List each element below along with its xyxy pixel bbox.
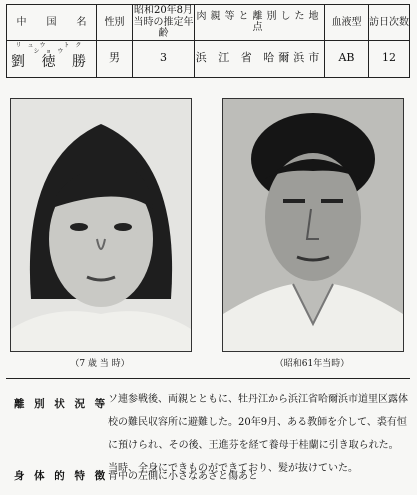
value-row bbox=[7, 40, 410, 77]
features-text: 背中の左側に小さなあざと傷あと bbox=[108, 471, 258, 482]
value-visits: 12 bbox=[369, 40, 410, 77]
child-portrait-image bbox=[11, 99, 191, 351]
header-row bbox=[7, 5, 410, 41]
section-divider bbox=[6, 378, 410, 379]
child-photo bbox=[10, 98, 192, 352]
header-blood: 血液型 bbox=[325, 5, 369, 41]
features-label: 身 体 的 特 徴 bbox=[14, 470, 109, 482]
header-name: 中 国 名 bbox=[7, 5, 97, 41]
header-sex: 性別 bbox=[97, 5, 133, 41]
value-sex: 男 bbox=[97, 40, 133, 77]
value-blood: AB bbox=[325, 40, 369, 77]
separation-label: 離 別 状 況 等 bbox=[14, 398, 109, 410]
separation-text: ソ連参戦後、両親とともに、牡丹江から浜江省哈爾浜市道里区露体校の難民収容所に避難した。20年9月、ある教師を介して、裘有恒に預けられ、その後、王進芬を経て養母于桂蘭に引き取られた。当時、全身にできものができており、髪が抜けていた。 bbox=[108, 394, 408, 474]
value-place: 浜 江 省 哈爾浜市 bbox=[195, 40, 325, 77]
info-table bbox=[6, 4, 410, 78]
name-ruby: リュウ トク ショウ bbox=[15, 41, 100, 56]
adult-portrait-image bbox=[223, 99, 403, 351]
header-visits: 訪日次数 bbox=[369, 5, 410, 41]
adult-photo bbox=[222, 98, 404, 352]
adult-photo-caption: （昭和61年当時） bbox=[274, 359, 350, 369]
name-value: 劉 徳 勝 bbox=[11, 54, 92, 71]
value-age: 3 bbox=[133, 40, 195, 77]
child-photo-caption: （7 歳 当 時） bbox=[70, 359, 130, 369]
header-age: 昭和20年8月当時の推定年齢 bbox=[133, 5, 194, 39]
value-name-cell bbox=[7, 40, 100, 77]
header-place: 肉親等と離別した地点 bbox=[195, 5, 325, 41]
